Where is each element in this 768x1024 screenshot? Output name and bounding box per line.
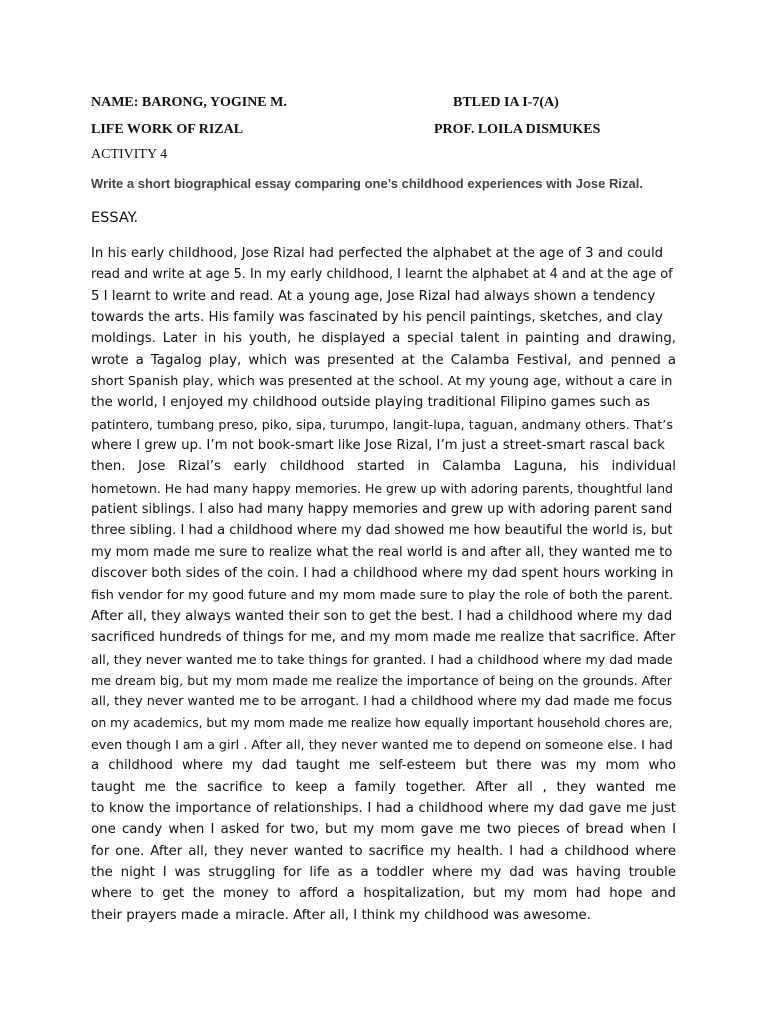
essay-line: towards the arts. His family was fascinated by his pencil paintings, sketches, and clay [91,310,663,326]
student-name: NAME: BARONG, YOGINE M. [91,95,287,110]
essay-line: patintero, tumbang preso, piko, sipa, turumpo, langit-lupa, taguan, andmany others. That’s [91,416,673,432]
essay-line: the night I was struggling for life as a toddler where my dad was having trouble [91,864,676,880]
professor-name: PROF. LOILA DISMUKES [434,122,601,137]
essay-line: fish vendor for my good future and my mom made sure to play the role of both the parent. [91,587,673,603]
essay-line: moldings. Later in his youth, he displayed a special talent in painting and drawing, [91,331,676,347]
essay-line: my mom made me sure to realize what the real world is and after all, they wanted me to [91,544,673,560]
essay-line: short Spanish play, which was presented at the school. At my young age, without a care in [91,374,673,390]
essay-line: taught me the sacrifice to keep a family together. After all , they wanted me [91,779,676,795]
essay-line: the world, I enjoyed my childhood outside playing traditional Filipino games such as [91,395,651,411]
essay-line: After all, they always wanted their son to get the best. I had a childhood where my dad [91,608,673,624]
essay-body [91,243,676,926]
essay-line: one candy when I asked for two, but my mom gave me two pieces of bread when I [91,822,676,838]
essay-line: all, they never wanted me to be arrogant. I had a childhood where my dad made me focus [91,694,673,710]
essay-line: on my academics, but my mom made me realize how equally important household chores are, [91,715,673,730]
essay-line: me dream big, but my mom made me realize the importance of being on the grounds. After [91,672,672,688]
essay-line: where I grew up. I’m not book-smart like Jose Rizal, I’m just a street-smart rascal back [91,438,665,454]
activity-instruction: Write a short biographical essay comparing one’s childhood experiences with Jose Rizal. [91,176,643,191]
essay-line: In his early childhood, Jose Rizal had perfected the alphabet at the age of 3 and could [91,246,664,261]
essay-line: hometown. He had many happy memories. He grew up with adoring parents, thoughtful land [91,480,673,496]
course-section: BTLED IA I-7(A) [453,95,559,110]
activity-label: ACTIVITY 4 [91,147,168,162]
essay-line: a childhood where my dad taught me self-esteem but there was my mom who [91,758,676,774]
essay-line: 5 I learnt to write and read. At a young age, Jose Rizal had always shown a tendency [91,288,656,304]
essay-line: discover both sides of the coin. I had a childhood where my dad spent hours working in [91,566,674,582]
essay-line: to know the importance of relationships. I had a childhood where my dad gave me just [91,800,676,816]
essay-line: patient siblings. I also had many happy memories and grew up with adoring parent sand [91,502,673,518]
essay-line: all, they never wanted me to take things for granted. I had a childhood where my dad made [91,651,673,667]
essay-line: three sibling. I had a childhood where my dad showed me how beautiful the world is, but [91,523,673,539]
essay-line: read and write at age 5. In my early childhood, I learnt the alphabet at 4 and at the age of [91,267,673,283]
essay-line: for one. After all, they never wanted to sacrifice my health. I had a childhood where [91,843,676,859]
essay-heading: ESSAY. [91,210,139,226]
essay-line: wrote a Tagalog play, which was presented at the Calamba Festival, and penned a [91,352,676,368]
essay-line: their prayers made a miracle. After all, I think my childhood was awesome. [91,907,591,923]
essay-line: even though I am a girl . After all, they never wanted me to depend on someone else. I had [91,736,673,752]
course-title: LIFE WORK OF RIZAL [91,122,244,137]
essay-line: where to get the money to afford a hospitalization, but my mom had hope and [91,886,676,902]
essay-line: sacrificed hundreds of things for me, and my mom made me realize that sacrifice. After [91,630,676,646]
essay-line: then. Jose Rizal’s early childhood started in Calamba Laguna, his individual [91,459,676,475]
